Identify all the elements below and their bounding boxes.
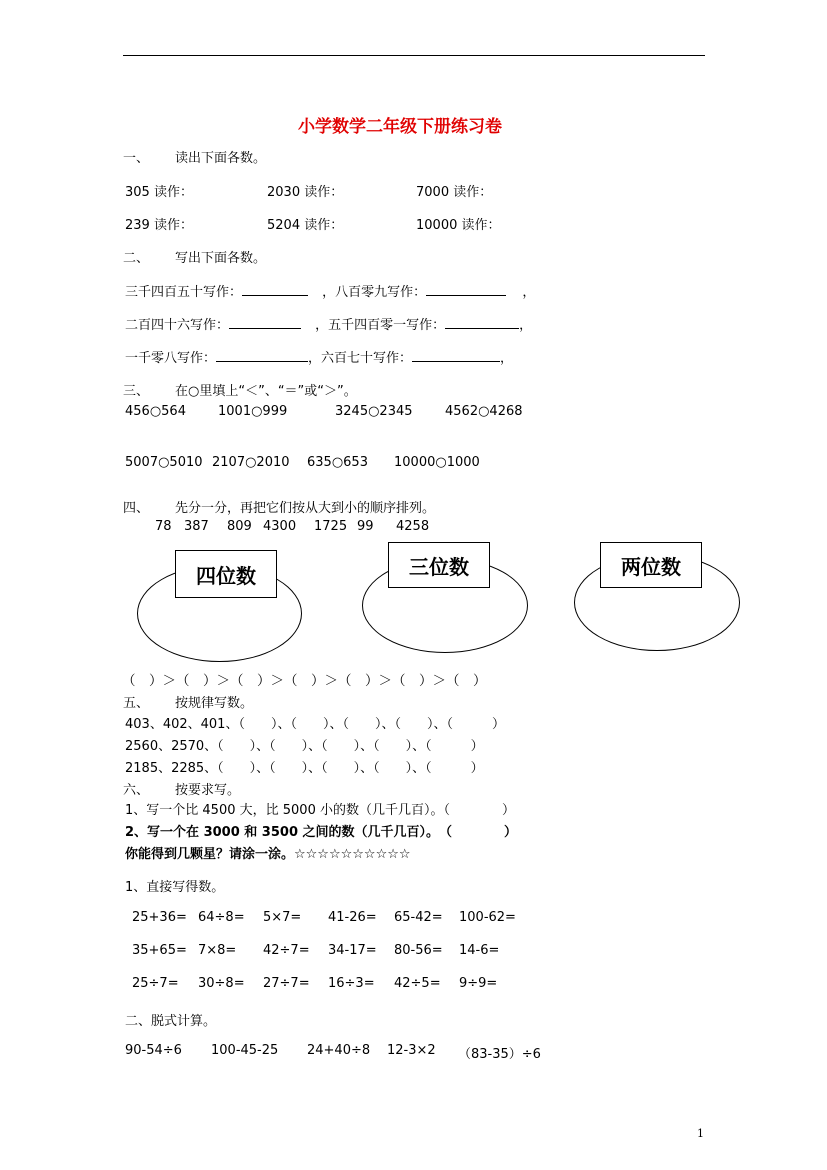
step-calc-item[interactable]: 12-3×2 bbox=[387, 1043, 436, 1058]
answer-blank[interactable] bbox=[445, 316, 519, 329]
step-calc-heading: 二、脱式计算。 bbox=[125, 1014, 217, 1029]
page-title: 小学数学二年级下册练习卷 bbox=[298, 117, 502, 137]
read-item: 305 读作： bbox=[125, 185, 193, 200]
group-label-four-digit: 四位数 bbox=[175, 550, 277, 598]
compare-item[interactable]: 456○564 bbox=[125, 404, 186, 419]
calc-item[interactable]: 41-26= bbox=[328, 910, 377, 925]
read-item: 5204 读作： bbox=[267, 218, 344, 233]
compare-item[interactable]: 1001○999 bbox=[218, 404, 288, 419]
section-5-number: 五、 bbox=[123, 696, 150, 711]
write-prompt: ，八百零九写作： bbox=[322, 285, 427, 300]
calc-item[interactable]: 80-56= bbox=[394, 943, 443, 958]
calc-item[interactable]: 65-42= bbox=[394, 910, 443, 925]
section-1-number: 一、 bbox=[123, 151, 150, 166]
write-prompt: 二百四十六写作： bbox=[125, 318, 230, 333]
step-calc-item[interactable]: 90-54÷6 bbox=[125, 1043, 182, 1058]
section-2-number: 二、 bbox=[123, 251, 150, 266]
write-prompt: 三千四百五十写作： bbox=[125, 285, 243, 300]
answer-blank[interactable] bbox=[412, 349, 500, 362]
write-punct: ， bbox=[522, 285, 536, 300]
question-2[interactable]: 2、写一个在 3000 和 3500 之间的数（几千几百）。 （ ） bbox=[125, 825, 518, 840]
group-label-three-digit: 三位数 bbox=[388, 542, 490, 588]
compare-item[interactable]: 5007○5010 bbox=[125, 455, 203, 470]
section-6-heading: 按要求写。 bbox=[175, 783, 241, 798]
sort-number: 809 bbox=[227, 519, 252, 534]
calc-item[interactable]: 14-6= bbox=[459, 943, 500, 958]
page-number: 1 bbox=[697, 1127, 704, 1140]
calc-item[interactable]: 35+65= bbox=[132, 943, 187, 958]
write-punct: ， bbox=[500, 351, 514, 366]
calc-item[interactable]: 42÷5= bbox=[394, 976, 441, 991]
write-punct: ， bbox=[519, 318, 533, 333]
calc-item[interactable]: 64÷8= bbox=[198, 910, 245, 925]
read-item: 239 读作： bbox=[125, 218, 193, 233]
compare-item[interactable]: 635○653 bbox=[307, 455, 368, 470]
header-rule bbox=[123, 55, 705, 56]
calc-item[interactable]: 5×7= bbox=[263, 910, 302, 925]
step-calc-item[interactable]: 24+40÷8 bbox=[307, 1043, 371, 1058]
pattern-line[interactable]: 2560、2570、（ ）、（ ）、（ ）、（ ）、（ ） bbox=[125, 739, 484, 754]
compare-item[interactable]: 2107○2010 bbox=[212, 455, 290, 470]
calc-item[interactable]: 100-62= bbox=[459, 910, 516, 925]
answer-blank[interactable] bbox=[426, 283, 506, 296]
section-5-heading: 按规律写数。 bbox=[175, 696, 254, 711]
sort-number: 99 bbox=[357, 519, 374, 534]
compare-item[interactable]: 3245○2345 bbox=[335, 404, 413, 419]
order-line[interactable]: （ ）＞（ ）＞（ ）＞（ ）＞（ ）＞（ ）＞（ ） bbox=[122, 673, 487, 689]
calc-item[interactable]: 25÷7= bbox=[132, 976, 179, 991]
read-item: 2030 读作： bbox=[267, 185, 344, 200]
write-prompt: ，六百七十写作： bbox=[308, 351, 413, 366]
sort-number: 78 bbox=[155, 519, 172, 534]
read-item: 10000 读作： bbox=[416, 218, 501, 233]
section-6-number: 六、 bbox=[123, 783, 150, 798]
star-rating[interactable]: 你能得到几颗星？请涂一涂。☆☆☆☆☆☆☆☆☆☆ bbox=[125, 847, 411, 862]
calc-item[interactable]: 27÷7= bbox=[263, 976, 310, 991]
step-calc-item[interactable]: （83-35）÷6 bbox=[458, 1047, 541, 1062]
calc-item[interactable]: 7×8= bbox=[198, 943, 237, 958]
compare-item[interactable]: 4562○4268 bbox=[445, 404, 523, 419]
calc-item[interactable]: 34-17= bbox=[328, 943, 377, 958]
step-calc-item[interactable]: 100-45-25 bbox=[211, 1043, 279, 1058]
write-prompt: 一千零八写作： bbox=[125, 351, 217, 366]
sort-number: 1725 bbox=[314, 519, 348, 534]
question-1[interactable]: 1、写一个比 4500 大，比 5000 小的数（几千几百）。（ ） bbox=[125, 803, 515, 818]
calc-item[interactable]: 42÷7= bbox=[263, 943, 310, 958]
calc-item[interactable]: 30÷8= bbox=[198, 976, 245, 991]
section-4-number: 四、 bbox=[123, 501, 150, 516]
write-row bbox=[125, 314, 532, 333]
sort-number: 4258 bbox=[396, 519, 430, 534]
answer-blank[interactable] bbox=[242, 283, 308, 296]
group-label-two-digit: 两位数 bbox=[600, 542, 702, 588]
section-3-number: 三、 bbox=[123, 384, 150, 399]
pattern-line[interactable]: 403、402、401、（ ）、（ ）、（ ）、（ ）、（ ） bbox=[125, 717, 505, 732]
calc-item[interactable]: 9÷9= bbox=[459, 976, 498, 991]
calc-heading: 1、直接写得数。 bbox=[125, 880, 225, 895]
sort-number: 4300 bbox=[263, 519, 297, 534]
section-4-heading: 先分一分，再把它们按从大到小的顺序排列。 bbox=[175, 501, 436, 516]
section-2-heading: 写出下面各数。 bbox=[175, 251, 267, 266]
section-1-heading: 读出下面各数。 bbox=[175, 151, 267, 166]
write-row bbox=[125, 347, 513, 366]
calc-item[interactable]: 25+36= bbox=[132, 910, 187, 925]
pattern-line[interactable]: 2185、2285、（ ）、（ ）、（ ）、（ ）、（ ） bbox=[125, 761, 484, 776]
compare-item[interactable]: 10000○1000 bbox=[394, 455, 480, 470]
write-prompt: ，五千四百零一写作： bbox=[315, 318, 446, 333]
answer-blank[interactable] bbox=[229, 316, 301, 329]
write-row bbox=[125, 281, 535, 300]
section-3-heading: 在○里填上“＜”、“＝”或“＞”。 bbox=[175, 384, 357, 399]
answer-blank[interactable] bbox=[216, 349, 308, 362]
calc-item[interactable]: 16÷3= bbox=[328, 976, 375, 991]
read-item: 7000 读作： bbox=[416, 185, 493, 200]
sort-number: 387 bbox=[184, 519, 209, 534]
